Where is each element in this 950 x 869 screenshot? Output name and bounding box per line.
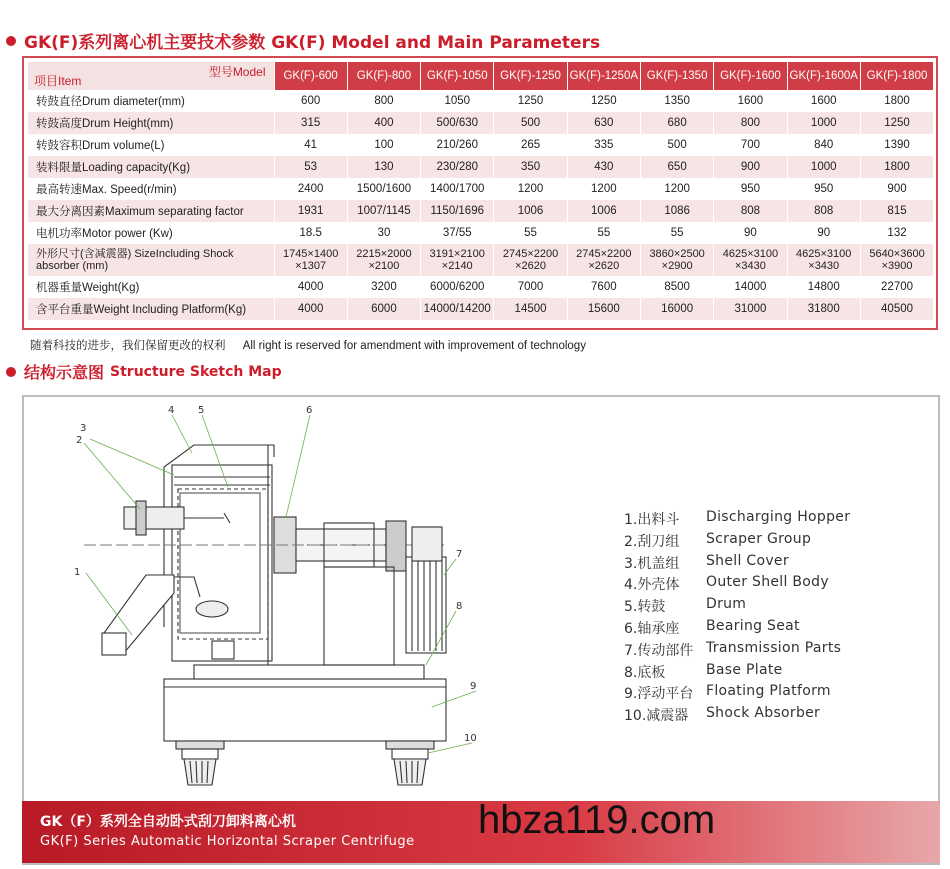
table-cell: 31800: [787, 298, 860, 320]
table-cell: 37/55: [421, 222, 494, 244]
model-header-7: GK(F)-1600A: [787, 62, 860, 90]
table-cell: 1350: [640, 90, 713, 112]
legend-item-en: Discharging Hopper: [706, 509, 851, 525]
table-cell: 500: [640, 134, 713, 156]
table-cell: 335: [567, 134, 640, 156]
table-cell: 1600: [714, 90, 787, 112]
table-cell: 2215×2000 ×2100: [347, 244, 420, 276]
table-cell: 808: [787, 200, 860, 222]
table-cell: 1390: [860, 134, 933, 156]
table-cell: 2400: [274, 178, 347, 200]
rights-note-en: All right is reserved for amendment with improvement of technology: [242, 340, 586, 352]
table-cell: 15600: [567, 298, 640, 320]
table-cell: 900: [714, 156, 787, 178]
legend-item-cn: 3.机盖组: [624, 555, 680, 572]
table-cell: 800: [714, 112, 787, 134]
callout-4: 4: [168, 405, 175, 416]
model-header-2: GK(F)-1050: [421, 62, 494, 90]
legend-item: [624, 596, 850, 618]
table-cell: 2745×2200 ×2620: [567, 244, 640, 276]
transmission-parts-shape: [386, 521, 446, 653]
table-cell: 1150/1696: [421, 200, 494, 222]
table-cell: 4000: [274, 276, 347, 298]
table-cell: 1086: [640, 200, 713, 222]
table-cell: 130: [347, 156, 420, 178]
row-label: 机器重量Weight(Kg): [28, 276, 274, 298]
table-cell: 1000: [787, 156, 860, 178]
table-cell: 700: [714, 134, 787, 156]
table-cell: 55: [494, 222, 567, 244]
table-row: [28, 276, 934, 298]
table-cell: 1931: [274, 200, 347, 222]
table-cell: 90: [714, 222, 787, 244]
model-header-6: GK(F)-1600: [714, 62, 787, 90]
scraper-group-shape: [124, 501, 230, 535]
legend-item-en: Floating Platform: [706, 683, 831, 700]
parameters-table-frame: [22, 56, 938, 330]
table-cell: 53: [274, 156, 347, 178]
legend-item-cn: 10.减震器: [624, 708, 689, 725]
table-row: [28, 200, 934, 222]
corner-model-label: 型号Model: [208, 65, 266, 79]
table-cell: 40500: [860, 298, 933, 320]
table-cell: 18.5: [274, 222, 347, 244]
centrifuge-sketch-drawing: [24, 397, 584, 865]
legend-item-en: Bearing Seat: [706, 617, 800, 634]
table-cell: 430: [567, 156, 640, 178]
row-label: 转鼓高度Drum Height(mm): [28, 112, 274, 134]
row-label: 装料限量Loading capacity(Kg): [28, 156, 274, 178]
shock-absorber-right: [386, 741, 434, 785]
table-cell: 1200: [494, 178, 567, 200]
row-label: 最高转速Max. Speed(r/min): [28, 178, 274, 200]
legend-item-cn: 4.外壳体: [624, 577, 680, 594]
legend-item-cn: 5.转鼓: [624, 599, 666, 616]
legend-item-cn: 6.轴承座: [624, 620, 680, 637]
legend-item-en: Scraper Group: [706, 530, 812, 547]
table-cell: 600: [274, 90, 347, 112]
structure-sketch-frame: [22, 395, 940, 865]
table-cell: 14800: [787, 276, 860, 298]
table-cell: 265: [494, 134, 567, 156]
callout-6: 6: [306, 405, 313, 416]
model-header-3: GK(F)-1250: [494, 62, 567, 90]
motor-housing-shape: [324, 567, 394, 665]
table-cell: 630: [567, 112, 640, 134]
table-cell: 3860×2500 ×2900: [640, 244, 713, 276]
table-cell: 1400/1700: [421, 178, 494, 200]
table-cell: 6000/6200: [421, 276, 494, 298]
row-label: 外形尺寸(含减震器) SizeIncluding Shock absorber (mm): [28, 244, 274, 276]
table-cell: 315: [274, 112, 347, 134]
table-cell: 1050: [421, 90, 494, 112]
table-cell: 1250: [494, 90, 567, 112]
table-cell: 1745×1400 ×1307: [274, 244, 347, 276]
table-cell: 5640×3600 ×3900: [860, 244, 933, 276]
table-cell: 100: [347, 134, 420, 156]
table-cell: 2745×2200 ×2620: [494, 244, 567, 276]
table-cell: 1500/1600: [347, 178, 420, 200]
params-title-text: GK(F)系列离心机主要技术参数 GK(F) Model and Main Parameters: [24, 33, 601, 53]
legend-item: [624, 705, 850, 727]
legend-item-en: Outer Shell Body: [706, 574, 829, 591]
table-cell: 950: [714, 178, 787, 200]
table-cell: 1006: [494, 200, 567, 222]
table-cell: 14000/14200: [421, 298, 494, 320]
table-cell: 680: [640, 112, 713, 134]
model-header-1: GK(F)-800: [347, 62, 420, 90]
table-cell: 3200: [347, 276, 420, 298]
row-label: 转鼓直径Drum diameter(mm): [28, 90, 274, 112]
legend-item-cn: 8.底板: [624, 664, 666, 681]
table-cell: 16000: [640, 298, 713, 320]
row-label: 最大分离因素Maximum separating factor: [28, 200, 274, 222]
footer-title-cn: GK（F）系列全自动卧式刮刀卸料离心机: [40, 814, 296, 830]
legend-item: [624, 640, 850, 662]
table-cell: 3191×2100 ×2140: [421, 244, 494, 276]
callout-9: 9: [470, 681, 477, 692]
callout-7: 7: [456, 549, 463, 560]
table-cell: 14500: [494, 298, 567, 320]
table-row: [28, 134, 934, 156]
table-cell: 7000: [494, 276, 567, 298]
table-cell: 30: [347, 222, 420, 244]
row-label: 转鼓容积Drum volume(L): [28, 134, 274, 156]
table-cell: 1800: [860, 156, 933, 178]
table-row: [28, 178, 934, 200]
table-cell: 500: [494, 112, 567, 134]
table-cell: 4625×3100 ×3430: [787, 244, 860, 276]
corner-item-label: 项目Item: [34, 74, 82, 88]
table-cell: 1200: [640, 178, 713, 200]
model-header-5: GK(F)-1350: [640, 62, 713, 90]
table-cell: 400: [347, 112, 420, 134]
table-corner-header: [28, 62, 274, 90]
sketch-title-en: Structure Sketch Map: [110, 363, 282, 380]
shock-absorber-left: [176, 741, 224, 785]
table-cell: 1250: [567, 90, 640, 112]
watermark-text: hbza119.com: [478, 798, 716, 842]
table-row: [28, 112, 934, 134]
discharging-hopper-shape: [102, 575, 228, 655]
table-cell: 800: [347, 90, 420, 112]
legend-item: [624, 553, 850, 575]
table-row: [28, 298, 934, 320]
table-cell: 1800: [860, 90, 933, 112]
legend-item: [624, 662, 850, 684]
legend-item-en: Base Plate: [706, 661, 783, 678]
legend-item-cn: 7.传动部件: [624, 642, 694, 659]
table-cell: 950: [787, 178, 860, 200]
legend-item: [624, 509, 850, 531]
table-cell: 1000: [787, 112, 860, 134]
table-cell: 4625×3100 ×3430: [714, 244, 787, 276]
table-cell: 230/280: [421, 156, 494, 178]
callout-5: 5: [198, 405, 205, 416]
table-cell: 55: [640, 222, 713, 244]
table-cell: 1007/1145: [347, 200, 420, 222]
callout-8: 8: [456, 601, 463, 612]
row-label: 电机功率Motor power (Kw): [28, 222, 274, 244]
table-cell: 14000: [714, 276, 787, 298]
legend-item: [624, 618, 850, 640]
parameters-table: [28, 62, 934, 320]
table-cell: 6000: [347, 298, 420, 320]
table-cell: 1250: [860, 112, 933, 134]
table-cell: 815: [860, 200, 933, 222]
legend-item-en: Shell Cover: [706, 552, 789, 569]
table-cell: 7600: [567, 276, 640, 298]
footer-title-en: GK(F) Series Automatic Horizontal Scraper Centrifuge: [40, 834, 415, 849]
rights-note: [30, 337, 586, 353]
table-cell: 840: [787, 134, 860, 156]
table-row: [28, 222, 934, 244]
table-row: [28, 90, 934, 112]
sketch-section-title: [6, 360, 282, 383]
table-cell: 132: [860, 222, 933, 244]
legend-item: [624, 683, 850, 705]
bullet-dot-icon: [6, 36, 16, 46]
table-row: [28, 244, 934, 276]
bullet-dot-icon: [6, 367, 16, 377]
inspection-port-shape: [212, 641, 234, 659]
legend-item-cn: 9.浮动平台: [624, 686, 694, 703]
legend-item-en: Drum: [706, 596, 747, 613]
table-cell: 808: [714, 200, 787, 222]
legend-item-cn: 2.刮刀组: [624, 533, 680, 550]
rights-note-cn: 随着科技的进步，我们保留更改的权利: [30, 340, 226, 352]
table-cell: 1600: [787, 90, 860, 112]
legend-item-en: Shock Absorber: [706, 705, 821, 722]
callout-1: 1: [74, 567, 81, 578]
legend-item-en: Transmission Parts: [706, 639, 842, 656]
table-cell: 500/630: [421, 112, 494, 134]
table-cell: 210/260: [421, 134, 494, 156]
floating-platform-shape: [164, 679, 446, 741]
callout-3: 3: [80, 423, 87, 434]
table-cell: 90: [787, 222, 860, 244]
table-row: [28, 156, 934, 178]
model-header-0: GK(F)-600: [274, 62, 347, 90]
base-plate-shape: [194, 665, 424, 679]
callout-10: 10: [464, 733, 477, 744]
table-cell: 4000: [274, 298, 347, 320]
legend-item-cn: 1.出料斗: [624, 512, 680, 528]
component-legend: [624, 509, 850, 727]
legend-item: [624, 531, 850, 553]
table-cell: 1006: [567, 200, 640, 222]
model-header-4: GK(F)-1250A: [567, 62, 640, 90]
table-cell: 350: [494, 156, 567, 178]
table-cell: 8500: [640, 276, 713, 298]
table-cell: 1200: [567, 178, 640, 200]
params-section-title: [6, 28, 600, 53]
row-label: 含平台重量Weight Including Platform(Kg): [28, 298, 274, 320]
legend-item: [624, 574, 850, 596]
model-header-8: GK(F)-1800: [860, 62, 933, 90]
table-cell: 650: [640, 156, 713, 178]
table-cell: 41: [274, 134, 347, 156]
table-cell: 55: [567, 222, 640, 244]
table-cell: 900: [860, 178, 933, 200]
callout-2: 2: [76, 435, 83, 446]
table-cell: 22700: [860, 276, 933, 298]
sketch-title-cn: 结构示意图: [24, 363, 105, 382]
table-cell: 31000: [714, 298, 787, 320]
